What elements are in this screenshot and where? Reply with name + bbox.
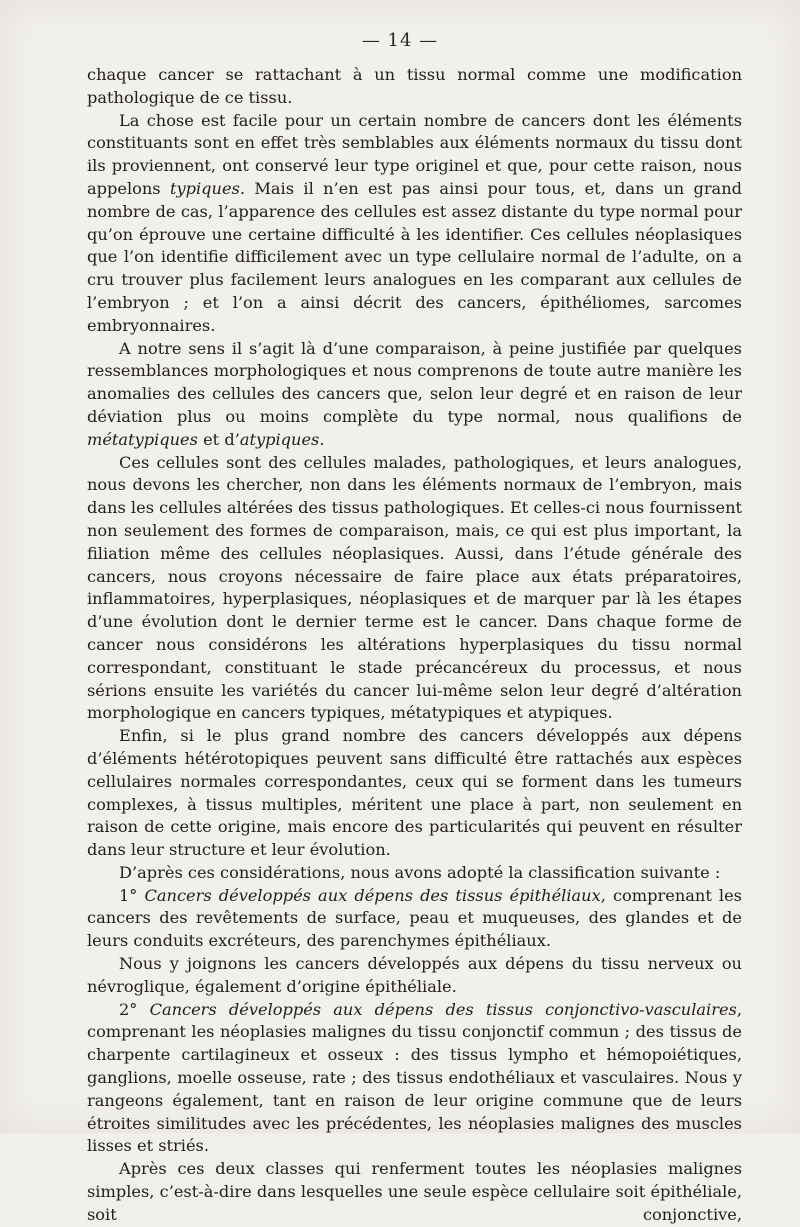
text-run: , comprenant les néoplasies malignes du tissu conjonctif commun ; des tissus de charpente cartilagineux et osseux : des tissus lympho et hémopoiétiques, ganglions, moelle osseuse, rate ; des tissus endothéliaux et vasculaires. Nous y rangeons également, tant en raison de leur origine commune que de leurs étroites similitudes avec les précédentes, les néoplasies malignes des muscles lisses et striés. [87, 999, 742, 1156]
italic-run: Cancers développés aux dépens des tissus conjonctivo-vasculaires [149, 999, 737, 1019]
paragraph-p2 [87, 338, 742, 452]
text-run: Nous y joignons les cancers développés aux dépens du tissu nerveux ou névroglique, également d’origine épithéliale. [87, 954, 742, 996]
body-text [87, 64, 742, 1227]
text-run: La chose est facile pour un certain nombre de cancers dont les éléments constituants sont en effet très semblables aux éléments normaux du tissu dont ils proviennent, ont conservé leur type originel et que, pour cette raison, nous appelons [87, 110, 742, 198]
text-run: A notre sens il s’agit là d’une comparaison, à peine justifiée par quelques ressemblances morphologiques et nous comprenons de toute autre manière les anomalies des cellules des cancers que, selon leur degré et en raison de leur déviation plus ou moins complète du type normal, nous qualifions de [87, 338, 742, 426]
italic-run: atypiques [239, 429, 320, 449]
paragraph-p8 [87, 999, 742, 1159]
paragraph-p5 [87, 862, 742, 885]
text-run: , comprenant les cancers des revêtements de surface, peau et muqueuses, des glandes et de leurs conduits excréteurs, des parenchymes épithéliaux. [87, 885, 742, 951]
italic-run: Cancers développés aux dépens des tissus épithéliaux [144, 885, 601, 905]
italic-run: typiques [169, 178, 240, 198]
paragraph-p9 [87, 1158, 742, 1226]
text-run: . [319, 429, 325, 449]
paragraph-p1 [87, 110, 742, 338]
text-run: . Mais il n’en est pas ainsi pour tous, et, dans un grand nombre de cas, l’apparence des cellules est assez distante du type normal pour qu’on éprouve une certaine difficulté à les identifier. Ces cellules néoplasiques que l’on identifie difficilement avec un type cellulaire normal de l’adulte, on a cru trouver plus facilement leurs analogues en les comparant aux cellules de l’embryon ; et l’on a ainsi décrit des cancers, épithéliomes, sarcomes embryonnaires. [87, 178, 743, 335]
text-run: 1° [119, 885, 145, 905]
paragraph-p3 [87, 452, 742, 726]
text-run: Ces cellules sont des cellules malades, pathologiques, et leurs analogues, nous devons les chercher, non dans les éléments normaux de l’embryon, mais dans les cellules altérées des tissus pathologiques. Et celles-ci nous fournissent non seulement des formes de comparaison, mais, ce qui est plus important, la filiation même des cellules néoplasiques. Aussi, dans l’étude générale des cancers, nous croyons nécessaire de faire place aux états préparatoires, inflammatoires, hyperplasiques, néoplasiques et de marquer par là les étapes d’une évolution dont le dernier terme est le cancer. Dans chaque forme de cancer nous considérons les altérations hyperplasiques du tissu normal correspondant, constituant le stade précancéreux du processus, et nous sérions ensuite les variétés du cancer lui-même selon leur degré d’altération morphologique en cancers typiques, métatypiques et atypiques. [87, 452, 742, 723]
paragraph-p7 [87, 953, 742, 999]
text-run: chaque cancer se rattachant à un tissu normal comme une modification pathologique de ce tissu. [87, 65, 742, 107]
paragraph-p4 [87, 725, 742, 862]
paragraph-p0 [87, 64, 742, 110]
italic-run: métatypiques [87, 429, 198, 449]
text-run: D’après ces considérations, nous avons adopté la classification suivante : [119, 862, 721, 882]
text-run: et d’ [197, 429, 240, 449]
page-number: — 14 — [361, 30, 439, 51]
text-run: Enfin, si le plus grand nombre des cancers développés aux dépens d’éléments hétérotopiques peuvent sans difficulté être rattachés aux espèces cellulaires normales correspondantes, ceux qui se forment dans les tumeurs complexes, à tissus multiples, méritent une place à part, non seulement en raison de cette origine, mais encore des particularités qui peuvent en résulter dans leur structure et leur évolution. [87, 726, 742, 860]
paragraph-p6 [87, 885, 742, 953]
text-run: Après ces deux classes qui renferment toutes les néoplasies malignes simples, c’est-à-dire dans lesquelles une seule espèce cellulaire soit épithéliale, soit conjonctive, [87, 1159, 742, 1224]
text-run: 2° [119, 999, 150, 1019]
